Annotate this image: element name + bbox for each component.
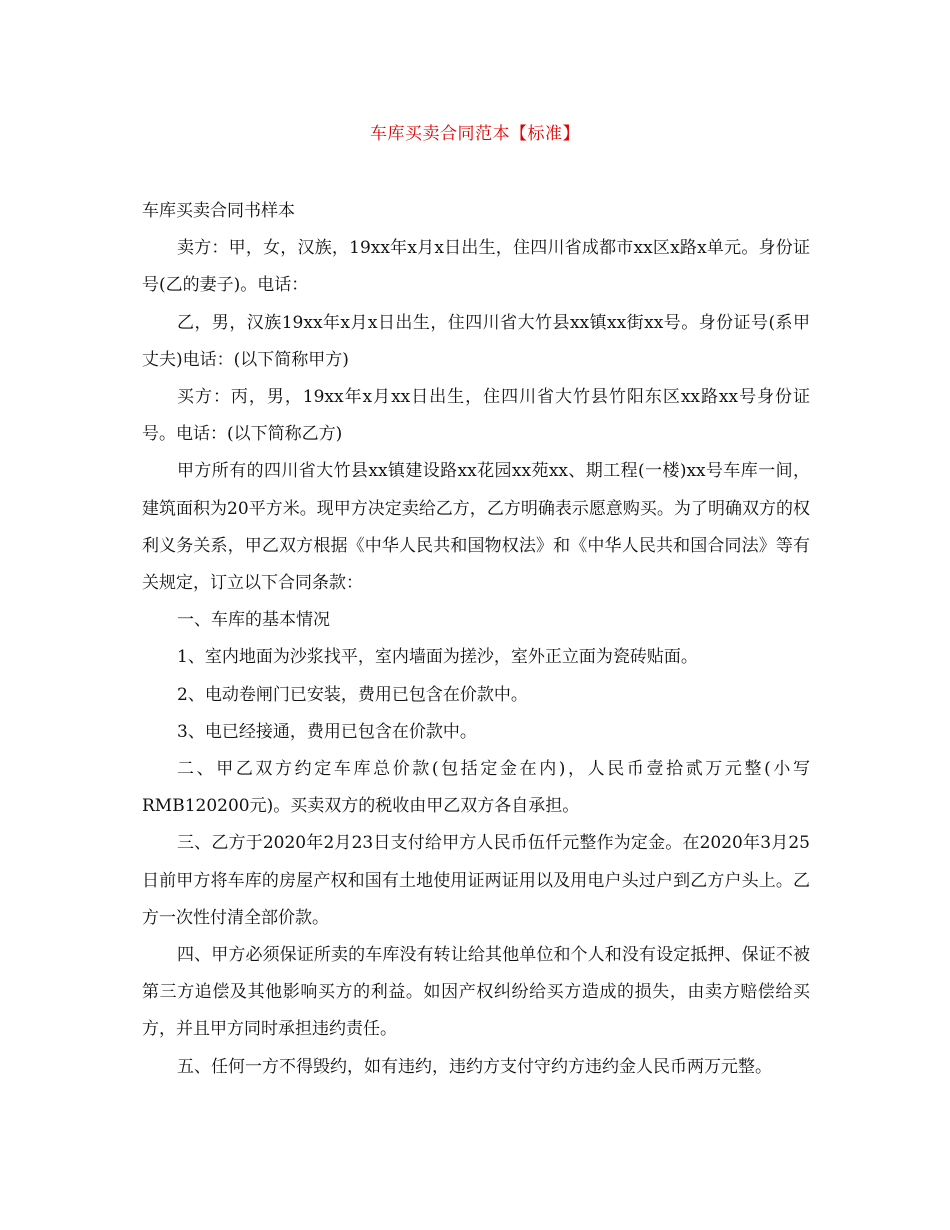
document-title: 车库买卖合同范本【标准】	[370, 124, 580, 144]
document-body	[142, 193, 810, 1086]
document-heading: 车库买卖合同书样本	[142, 201, 295, 221]
paragraph-seller-b: 乙，男，汉族19xx年x月x日出生，住四川省大竹县xx镇xx街xx号。身份证号(系甲丈夫)电话：(以下简称甲方)	[142, 312, 810, 370]
paragraph-seller-a: 卖方：甲，女，汉族，19xx年x月x日出生，住四川省成都市xx区x路x单元。身份证号(乙的妻子)。电话：	[142, 238, 810, 296]
clause-4: 四、甲方必须保证所卖的车库没有转让给其他单位和个人和没有设定抵押、保证不被第三方追偿及其他影响买方的利益。如因产权纠纷给买方造成的损失，由卖方赔偿给买方，并且甲方同时承担违约责任。	[142, 945, 810, 1040]
clause-1-2: 2、电动卷闸门已安装，费用已包含在价款中。	[177, 684, 528, 705]
paragraph-preamble: 甲方所有的四川省大竹县xx镇建设路xx花园xx苑xx、期工程(一楼)xx号车库一间，建筑面积为20平方米。现甲方决定卖给乙方，乙方明确表示愿意购买。为了明确双方的权利义务关系，甲乙双方根据《中华人民共和国物权法》和《中华人民共和国合同法》等有关规定，订立以下合同条款：	[142, 461, 810, 594]
clause-2: 二、甲乙双方约定车库总价款(包括定金在内)，人民币壹拾贰万元整(小写RMB120200元)。买卖双方的税收由甲乙双方各自承担。	[142, 759, 810, 817]
paragraph-buyer: 买方：丙，男，19xx年x月xx日出生，住四川省大竹县竹阳东区xx路xx号身份证号。电话：(以下简称乙方)	[142, 387, 810, 445]
section-heading-1: 一、车库的基本情况	[177, 610, 330, 631]
clause-1-3: 3、电已经接通，费用已包含在价款中。	[177, 721, 477, 742]
clause-1-1: 1、室内地面为沙浆找平，室内墙面为搓沙，室外正立面为瓷砖贴面。	[177, 647, 698, 668]
clause-5: 五、任何一方不得毁约，如有违约，违约方支付守约方违约金人民币两万元整。	[177, 1056, 772, 1077]
clause-3: 三、乙方于2020年2月23日支付给甲方人民币伍仟元整作为定金。在2020年3月25日前甲方将车库的房屋产权和国有土地使用证两证用以及用电户头过户到乙方户头上。乙方一次性付清全部价款。	[142, 833, 810, 928]
